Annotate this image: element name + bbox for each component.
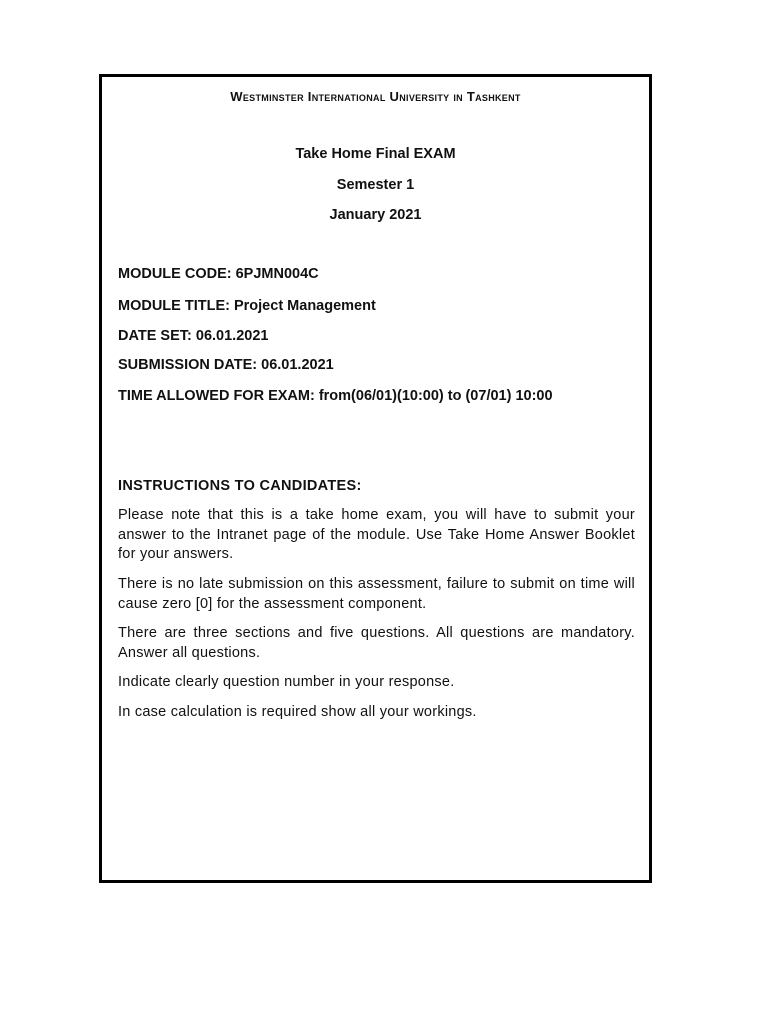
- submission-date: SUBMISSION DATE: 06.01.2021: [118, 357, 334, 373]
- instructions-heading: INSTRUCTIONS TO CANDIDATES:: [118, 478, 362, 494]
- module-code: MODULE CODE: 6PJMN004C: [118, 266, 319, 282]
- instruction-paragraph: In case calculation is required show all your workings.: [118, 704, 477, 720]
- time-allowed: TIME ALLOWED FOR EXAM: from(06/01)(10:00) to (07/01) 10:00: [118, 388, 553, 404]
- instruction-paragraph: There is no late submission on this assessment, failure to submit on time will cause zero [0] for the assessment component.: [118, 576, 635, 612]
- instruction-paragraph: Please note that this is a take home exam, you will have to submit your answer to the Intranet page of the module. Use Take Home Answer Booklet for your answers.: [118, 507, 635, 562]
- instruction-paragraph: There are three sections and five questions. All questions are mandatory. Answer all questions.: [118, 625, 635, 661]
- exam-cover-frame: [99, 74, 652, 883]
- exam-date: January 2021: [329, 207, 422, 223]
- exam-type: Take Home Final EXAM: [295, 146, 456, 162]
- date-set: DATE SET: 06.01.2021: [118, 328, 269, 344]
- semester: Semester 1: [336, 177, 415, 193]
- instruction-paragraph: Indicate clearly question number in your response.: [118, 674, 455, 690]
- university-name: Westminster International University in Tashkent: [230, 89, 521, 104]
- module-title: MODULE TITLE: Project Management: [118, 298, 376, 314]
